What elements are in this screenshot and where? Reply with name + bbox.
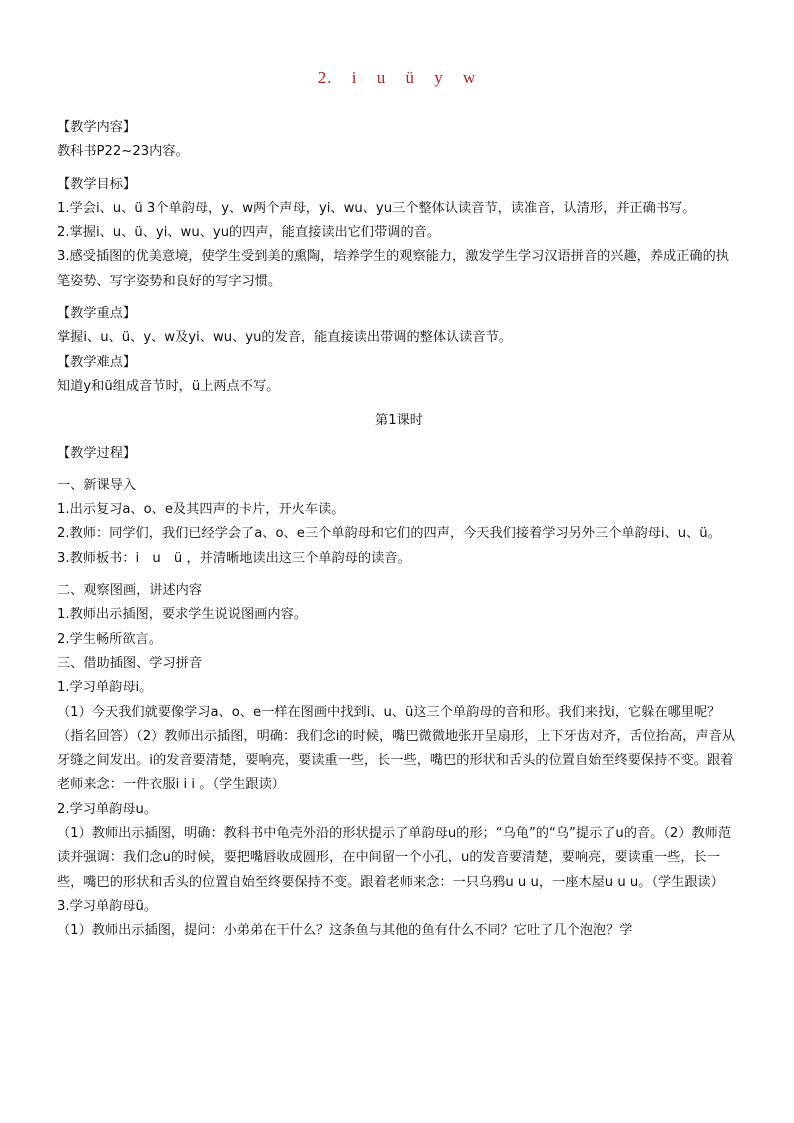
subsection-heading: 二、观察图画，讲述内容	[57, 583, 203, 599]
paragraph: 2.学习单韵母u。	[57, 801, 158, 817]
paragraph: （1）教师出示插图，明确：教科书中龟壳外沿的形状提示了单韵母u的形；“乌龟”的“乌”提示了u的音。（2）教师范读并强调：我们念u的时候，要把嘴唇收成圆形，在中间留一个小孔，u的发音要清楚，要响亮，要读重一些，长一些，嘴巴的形状和舌头的位置自始至终要保持不变。跟着老师来念：一只乌鸦u u u，一座木屋u u u。（学生跟读）	[57, 826, 732, 890]
paragraph: 教科书P22~23内容。	[57, 144, 189, 160]
paragraph: 3.学习单韵母ü。	[57, 898, 158, 914]
paragraph: 1.学习单韵母i。	[57, 680, 153, 696]
subsection-heading: 三、借助插图、学习拼音	[57, 655, 203, 671]
paragraph: 1.学会i、u、ü 3个单韵母，y、w两个声母，yi、wu、yu三个整体认读音节，读准音，认清形，并正确书写。	[57, 200, 696, 216]
paragraph: 3.感受插图的优美意境，使学生受到美的熏陶，培养学生的观察能力，激发学生学习汉语拼音的兴趣，养成正确的执笔姿势、写字姿势和良好的写字习惯。	[57, 249, 729, 289]
paragraph: 掌握i、u、ü、y、w及yi、wu、yu的发音，能直接读出带调的整体认读音节。	[57, 330, 512, 346]
lesson-title: 2. i u ü y w	[317, 68, 477, 87]
paragraph: （1）今天我们就要像学习a、o、e一样在图画中找到i、u、ü这三个单韵母的音和形。我们来找i，它躲在哪里呢？（指名回答）（2）教师出示插图，明确：我们念i的时候，嘴巴微微地张开呈扇形，上下牙齿对齐，舌位抬高，声音从牙缝之间发出。i的发音要清楚，要响亮，要读重一些，长一些，嘴巴的形状和舌头的位置自始至终要保持不变。跟着老师来念：一件衣服i i i 。（学生跟读）	[57, 704, 736, 793]
paragraph: 知道y和ü组成音节时，ü上两点不写。	[57, 378, 280, 394]
subsection-heading: 一、新课导入	[57, 477, 137, 493]
section-heading: 【教学过程】	[57, 445, 137, 461]
lesson-period-label: 第1课时	[375, 413, 423, 429]
paragraph: 1.出示复习a、o、e及其四声的卡片，开火车读。	[57, 502, 345, 518]
paragraph: （1）教师出示插图，提问：小弟弟在干什么？这条鱼与其他的鱼有什么不同？它吐了几个泡泡？学	[57, 923, 633, 939]
section-heading: 【教学难点】	[57, 354, 137, 370]
section-heading: 【教学内容】	[57, 120, 137, 135]
paragraph: 2.教师：同学们，我们已经学会了a、o、e三个单韵母和它们的四声，今天我们接着学习另外三个单韵母i、u、ü。	[57, 526, 721, 542]
document-body	[57, 116, 741, 944]
paragraph: 3.教师板书：i u ü ，并清晰地读出这三个单韵母的读音。	[57, 550, 411, 566]
paragraph: 1.教师出示插图，要求学生说说图画内容。	[57, 607, 307, 623]
section-heading: 【教学目标】	[57, 176, 137, 192]
paragraph: 2.掌握i、u、ü、yi、wu、yu的四声，能直接读出它们带调的音。	[57, 225, 441, 241]
paragraph: 2.学生畅所欲言。	[57, 631, 162, 647]
section-heading: 【教学重点】	[57, 306, 137, 322]
